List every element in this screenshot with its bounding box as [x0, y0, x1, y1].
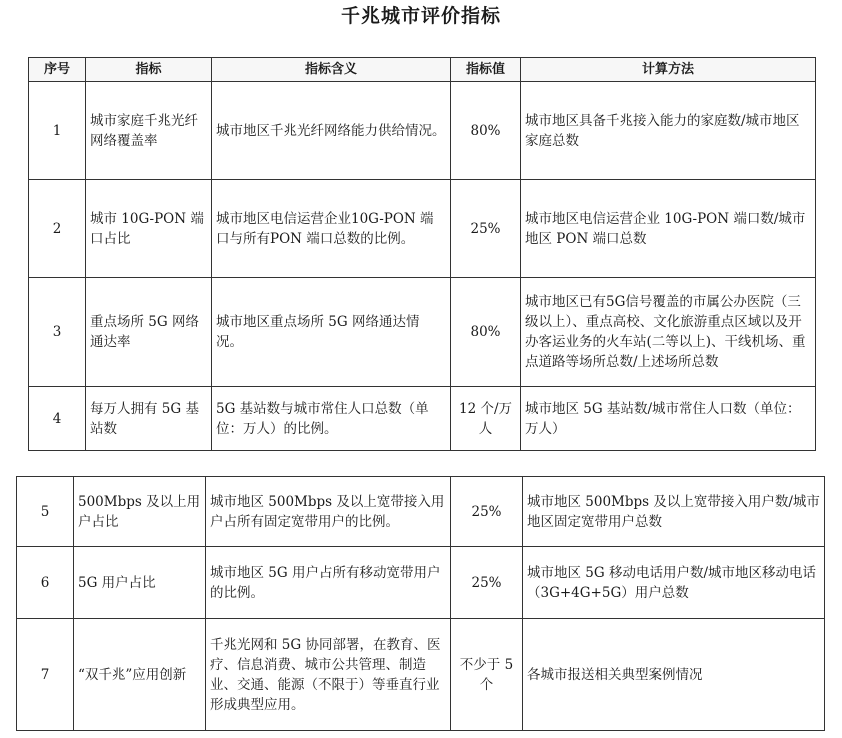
cell-method: 城市地区已有5G信号覆盖的市属公办医院（三级以上）、重点高校、文化旅游重点区域以及开办客运业务的火车站(二等以上)、干线机场、重点道路等场所总数/上述场所总数 [521, 278, 816, 387]
cell-value: 12 个/万人 [451, 387, 521, 451]
indicator-table-part-1 [28, 57, 816, 451]
table-header-row [29, 58, 816, 82]
cell-seq: 5 [17, 477, 74, 547]
table-row [29, 278, 816, 387]
cell-indicator: 500Mbps 及以上用户占比 [74, 477, 206, 547]
cell-method: 城市地区 500Mbps 及以上宽带接入用户数/城市地区固定宽带用户总数 [523, 477, 825, 547]
cell-meaning: 城市地区电信运营企业10G-PON 端口与所有PON 端口总数的比例。 [212, 180, 451, 278]
cell-meaning: 5G 基站数与城市常住人口总数（单位：万人）的比例。 [212, 387, 451, 451]
cell-seq: 4 [29, 387, 86, 451]
cell-method: 城市地区具备千兆接入能力的家庭数/城市地区家庭总数 [521, 82, 816, 180]
header-value: 指标值 [451, 58, 521, 82]
table-row [29, 180, 816, 278]
table-row [29, 82, 816, 180]
cell-indicator: 5G 用户占比 [74, 547, 206, 619]
cell-seq: 7 [17, 619, 74, 731]
table-row [17, 547, 825, 619]
cell-indicator: 城市 10G-PON 端口占比 [86, 180, 212, 278]
cell-meaning: 城市地区重点场所 5G 网络通达情况。 [212, 278, 451, 387]
cell-indicator: 重点场所 5G 网络通达率 [86, 278, 212, 387]
cell-method: 各城市报送相关典型案例情况 [523, 619, 825, 731]
cell-value: 80% [451, 278, 521, 387]
cell-method: 城市地区电信运营企业 10G-PON 端口数/城市地区 PON 端口总数 [521, 180, 816, 278]
table-row [17, 619, 825, 731]
cell-method: 城市地区 5G 基站数/城市常住人口数（单位：万人） [521, 387, 816, 451]
cell-value: 25% [451, 180, 521, 278]
cell-indicator: “双千兆”应用创新 [74, 619, 206, 731]
page-title: 千兆城市评价指标 [340, 5, 501, 27]
cell-value: 25% [451, 547, 523, 619]
cell-value: 80% [451, 82, 521, 180]
table-row [17, 477, 825, 547]
cell-seq: 2 [29, 180, 86, 278]
cell-value: 25% [451, 477, 523, 547]
indicator-table-part-2 [16, 476, 825, 731]
cell-meaning: 千兆光网和 5G 协同部署，在教育、医疗、信息消费、城市公共管理、制造业、交通、能源（不限于）等垂直行业形成典型应用。 [206, 619, 451, 731]
cell-meaning: 城市地区 500Mbps 及以上宽带接入用户占所有固定宽带用户的比例。 [206, 477, 451, 547]
cell-seq: 3 [29, 278, 86, 387]
cell-value: 不少于 5 个 [451, 619, 523, 731]
cell-indicator: 城市家庭千兆光纤网络覆盖率 [86, 82, 212, 180]
cell-meaning: 城市地区千兆光纤网络能力供给情况。 [212, 82, 451, 180]
cell-meaning: 城市地区 5G 用户占所有移动宽带用户的比例。 [206, 547, 451, 619]
header-method: 计算方法 [521, 58, 816, 82]
table-row [29, 387, 816, 451]
cell-method: 城市地区 5G 移动电话用户数/城市地区移动电话（3G+4G+5G）用户总数 [523, 547, 825, 619]
header-seq: 序号 [29, 58, 86, 82]
cell-indicator: 每万人拥有 5G 基站数 [86, 387, 212, 451]
header-indicator: 指标 [86, 58, 212, 82]
header-meaning: 指标含义 [212, 58, 451, 82]
cell-seq: 1 [29, 82, 86, 180]
cell-seq: 6 [17, 547, 74, 619]
